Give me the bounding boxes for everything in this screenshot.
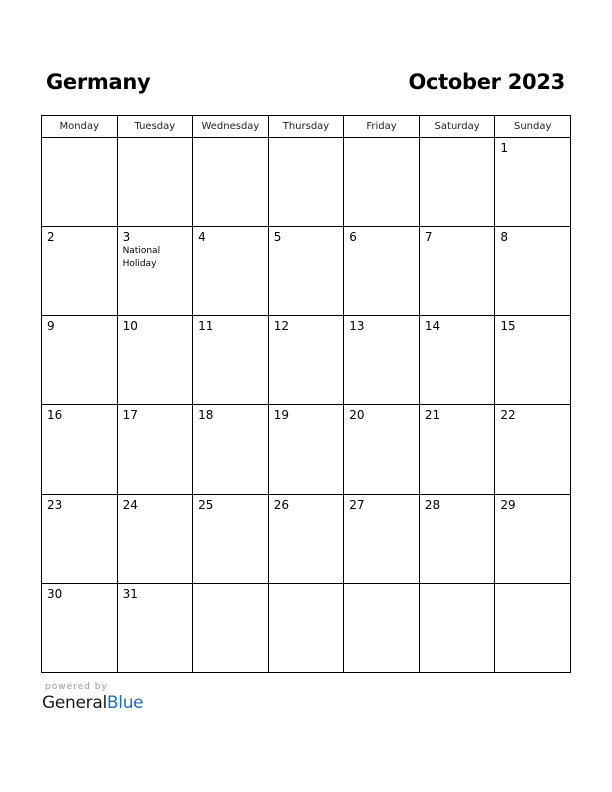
day-cell (117, 494, 193, 583)
day-cell (344, 227, 420, 316)
day-cell (268, 227, 344, 316)
holiday-label (495, 422, 570, 423)
holiday-label (193, 244, 268, 245)
holiday-label (344, 244, 419, 245)
day-cell (419, 494, 495, 583)
holiday-label (42, 244, 117, 245)
brand-blue-text: Blue (106, 693, 144, 713)
holiday-label (420, 244, 495, 245)
day-cell (495, 405, 571, 494)
holiday-label (269, 244, 344, 245)
day-cell (495, 227, 571, 316)
holiday-label (420, 333, 495, 334)
holiday-label (495, 333, 570, 334)
weekday-header: Saturday (419, 116, 495, 138)
holiday-label (193, 333, 268, 334)
weekday-header: Friday (344, 116, 420, 138)
holiday-label: National Holiday (122, 246, 161, 270)
day-cell (193, 227, 269, 316)
week-row (42, 583, 571, 672)
holiday-label (118, 141, 193, 142)
holiday-label (42, 141, 117, 142)
week-row (42, 227, 571, 316)
weekday-header: Wednesday (193, 116, 269, 138)
day-cell (117, 138, 193, 227)
holiday-label (420, 587, 495, 588)
day-number: 30 (47, 586, 63, 601)
day-number: 24 (122, 497, 138, 512)
day-number: 6 (349, 230, 357, 245)
day-cell (344, 583, 420, 672)
day-cell (419, 316, 495, 405)
day-cell (495, 138, 571, 227)
day-cell (193, 494, 269, 583)
generalblue-logo[interactable] (42, 693, 143, 713)
day-number: 27 (349, 497, 365, 512)
day-number: 29 (500, 497, 516, 512)
week-row (42, 316, 571, 405)
day-number: 19 (273, 408, 289, 423)
day-cell (42, 583, 118, 672)
day-cell (419, 227, 495, 316)
holiday-label (118, 601, 193, 602)
day-number: 1 (500, 141, 509, 155)
day-number: 21 (424, 408, 441, 423)
day-cell (419, 405, 495, 494)
holiday-label (344, 333, 419, 334)
day-number: 7 (424, 230, 433, 245)
day-cell (495, 494, 571, 583)
week-row (42, 405, 571, 494)
holiday-label (420, 141, 495, 142)
holiday-label (344, 587, 419, 588)
day-number: 9 (47, 319, 55, 334)
weekday-header: Tuesday (117, 116, 193, 138)
day-cell (268, 316, 344, 405)
day-cell (268, 138, 344, 227)
day-cell (344, 405, 420, 494)
day-number: 11 (198, 319, 214, 334)
day-cell (268, 494, 344, 583)
holiday-label (269, 512, 344, 513)
day-cell (193, 316, 269, 405)
holiday-label (420, 512, 495, 513)
day-number: 20 (349, 408, 365, 423)
holiday-label (495, 244, 570, 245)
day-cell (117, 316, 193, 405)
weekday-header-row (42, 116, 571, 138)
day-cell (495, 316, 571, 405)
holiday-label (118, 333, 193, 334)
holiday-label (269, 587, 344, 588)
day-number: 23 (47, 497, 63, 512)
day-cell (419, 583, 495, 672)
holiday-label (193, 422, 268, 423)
day-cell (268, 405, 344, 494)
day-number: 14 (424, 319, 441, 334)
holiday-label (42, 333, 117, 334)
holiday-label (193, 587, 268, 588)
day-cell (42, 405, 118, 494)
holiday-label (269, 141, 344, 142)
holiday-label (118, 512, 193, 513)
week-row (42, 494, 571, 583)
holiday-label (495, 587, 570, 588)
holiday-label (495, 155, 570, 156)
day-cell (193, 405, 269, 494)
day-cell (42, 227, 118, 316)
holiday-label (344, 512, 419, 513)
day-cell (419, 138, 495, 227)
holiday-label (42, 422, 117, 423)
day-number: 4 (198, 230, 206, 245)
weekday-header: Sunday (495, 116, 571, 138)
holiday-label (42, 601, 117, 602)
holiday-label (495, 512, 570, 513)
day-number: 22 (500, 408, 516, 423)
day-number: 13 (349, 319, 365, 334)
week-row (42, 138, 571, 227)
country-title: Germany (46, 70, 151, 94)
holiday-label (344, 141, 419, 142)
day-number: 8 (500, 230, 509, 245)
holiday-label (193, 512, 268, 513)
holiday-label (193, 141, 268, 142)
holiday-label (344, 422, 419, 423)
month-year-title: October 2023 (408, 70, 565, 94)
holiday-label (42, 512, 117, 513)
day-number: 3 (122, 230, 131, 245)
day-cell (117, 227, 193, 316)
day-number: 18 (198, 408, 214, 423)
weekday-header: Monday (42, 116, 118, 138)
day-number: 15 (500, 319, 516, 334)
day-number: 26 (273, 497, 289, 512)
day-cell (117, 405, 193, 494)
day-number: 10 (122, 319, 138, 334)
weekday-header: Thursday (268, 116, 344, 138)
brand-general-text: General (42, 693, 107, 713)
day-cell (344, 138, 420, 227)
day-cell (268, 583, 344, 672)
day-cell (42, 494, 118, 583)
day-cell (193, 138, 269, 227)
powered-by-text: powered by (45, 682, 108, 692)
day-number: 2 (47, 230, 55, 245)
day-number: 17 (122, 408, 138, 423)
holiday-label (420, 422, 495, 423)
day-cell (117, 583, 193, 672)
day-number: 12 (273, 319, 289, 334)
holiday-label (118, 422, 193, 423)
day-cell (495, 583, 571, 672)
day-cell (42, 138, 118, 227)
day-number: 28 (424, 497, 441, 512)
day-cell (193, 583, 269, 672)
day-number: 16 (47, 408, 63, 423)
holiday-label (269, 333, 344, 334)
day-cell (344, 316, 420, 405)
day-number: 31 (122, 586, 138, 601)
day-cell (344, 494, 420, 583)
day-cell (42, 316, 118, 405)
holiday-label (269, 422, 344, 423)
calendar-grid (41, 115, 571, 673)
day-number: 25 (198, 497, 214, 512)
day-number: 5 (273, 230, 282, 245)
